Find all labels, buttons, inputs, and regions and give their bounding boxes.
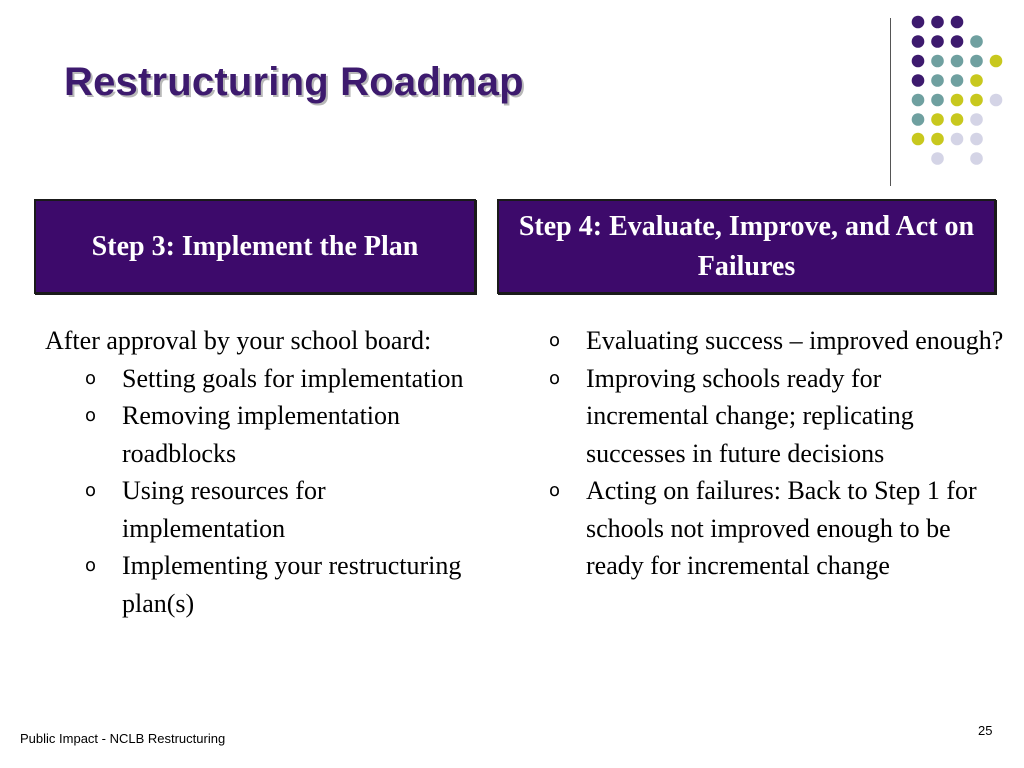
decorative-dot	[931, 74, 944, 87]
step-3-intro: After approval by your school board:	[45, 326, 432, 355]
list-item-text: Using resources for implementation	[122, 476, 326, 543]
bullet-icon: o	[549, 330, 561, 351]
step-3-list	[45, 360, 475, 623]
decorative-dot	[970, 55, 983, 68]
step-3-header	[34, 199, 476, 294]
step-3-content	[45, 322, 475, 622]
list-item	[45, 472, 475, 547]
decorative-dot	[912, 35, 925, 48]
decorative-dot	[951, 74, 964, 87]
list-item	[45, 360, 475, 398]
decorative-dot	[951, 16, 964, 29]
decorative-dot	[912, 113, 925, 126]
list-item-text: Evaluating success – improved enough?	[586, 326, 1004, 355]
page-number: 25	[978, 723, 993, 738]
list-item	[546, 322, 1006, 360]
decorative-dot	[951, 113, 964, 126]
bullet-icon: o	[85, 555, 97, 576]
bullet-icon: o	[85, 367, 97, 389]
step-4-header	[497, 199, 996, 294]
footer-text: Public Impact - NCLB Restructuring	[20, 731, 226, 746]
list-item-text: Setting goals for implementation	[122, 363, 464, 393]
decorative-dot	[970, 74, 983, 87]
decorative-dot	[970, 133, 983, 146]
list-item	[546, 472, 1006, 585]
decorative-dot	[970, 94, 983, 107]
list-item-text: Improving schools ready for incremental change; replicating successes in future decisions	[586, 363, 914, 468]
decorative-dot	[912, 55, 925, 68]
decorative-dot	[931, 16, 944, 29]
list-item	[546, 360, 1006, 473]
decorative-dot	[970, 152, 983, 165]
step-4-list	[546, 322, 1006, 585]
slide-title: Restructuring Roadmap	[64, 60, 524, 104]
decorative-dot	[931, 94, 944, 107]
decorative-dot	[912, 74, 925, 87]
decorative-divider	[890, 18, 891, 186]
list-item-text: Removing implementation roadblocks	[122, 401, 401, 468]
decorative-dot	[990, 55, 1003, 68]
decorative-dot	[931, 35, 944, 48]
step-4-heading: Step 4: Evaluate, Improve, and Act on Failures	[518, 210, 975, 282]
bullet-icon: o	[85, 405, 97, 426]
list-item	[45, 547, 475, 622]
decorative-dot	[970, 113, 983, 126]
bullet-icon: o	[549, 480, 561, 501]
decorative-dot	[951, 133, 964, 146]
decorative-dot	[951, 94, 964, 107]
step-4-content	[546, 322, 1006, 585]
decorative-dot	[931, 113, 944, 126]
step-3-heading: Step 3: Implement the Plan	[91, 230, 419, 262]
decorative-dot	[931, 55, 944, 68]
decorative-dot	[990, 94, 1003, 107]
decorative-dot	[931, 133, 944, 146]
decorative-dot	[931, 152, 944, 165]
decorative-dot	[951, 55, 964, 68]
bullet-icon: o	[85, 480, 97, 501]
list-item	[45, 397, 475, 472]
decorative-dot	[912, 94, 925, 107]
decorative-dot	[951, 35, 964, 48]
decorative-dot	[912, 16, 925, 29]
list-item-text: Acting on failures: Back to Step 1 for schools not improved enough to be ready for incremental change	[586, 476, 977, 580]
list-item-text: Implementing your restructuring plan(s)	[122, 551, 462, 618]
decorative-dot	[970, 35, 983, 48]
bullet-icon: o	[549, 367, 561, 389]
decorative-dot	[912, 133, 925, 146]
